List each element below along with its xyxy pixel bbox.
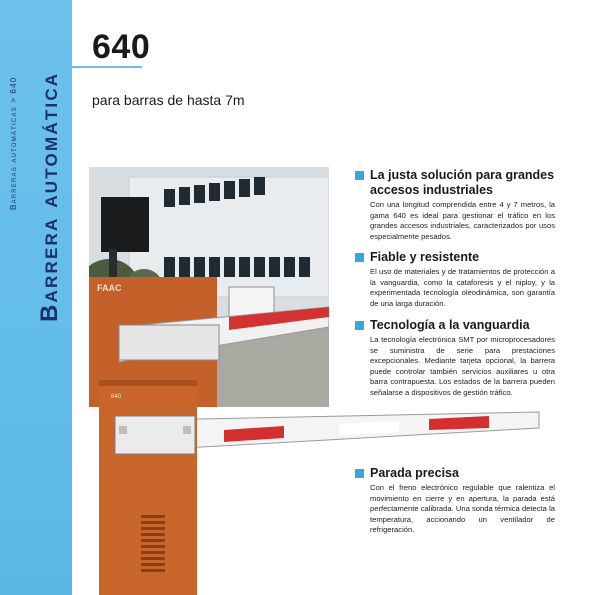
bullet-icon bbox=[355, 171, 364, 180]
bullet-icon bbox=[355, 469, 364, 478]
brand-logo: FAAC bbox=[97, 283, 122, 293]
section-heading: Tecnología a la vanguardia bbox=[370, 318, 530, 332]
section-heading: Fiable y resistente bbox=[370, 250, 480, 264]
section-body: Con una longitud comprendida entre 4 y 7 metros, la gama 640 es ideal para gestionar el tráfico en los grandes accesos industriales, caracterizados por usos especialmente pesados. bbox=[370, 200, 555, 241]
bullet-icon bbox=[355, 253, 364, 262]
product-photo bbox=[89, 167, 329, 407]
section-heading: Parada precisa bbox=[370, 466, 459, 480]
section-body: Con el freno electrónico regulable que ralentiza el movimiento en cierre y en apertura, la parada está perfectamente calibrada. Una sonda térmica detecta la temperatura, accionando un ventilador de refrigeración. bbox=[370, 483, 555, 535]
section-body: La tecnología electrónica SMT por microprocesadores se suministra de serie para prestaciones excepcionales. Mediante tarjeta opcional, la barrera puede controlar también servicios auxiliares u otra barra contrapuesta. Los estados de la barrera pueden señalarse a dispositivos de gestión tráfico. bbox=[370, 335, 555, 397]
page-title: 640 bbox=[92, 28, 151, 66]
sidebar-band bbox=[0, 0, 72, 595]
title-underline bbox=[72, 66, 142, 68]
model-tag: 640 bbox=[111, 394, 122, 400]
sidebar-section-title: Barrera automática bbox=[36, 71, 63, 322]
section-body: El uso de materiales y de tratamientos de protección a la vanguardia, como la cataforesis y el niploy, y la experimentada tecnología oleodinámica, son garantía de una larga duración. bbox=[370, 267, 555, 308]
section-heading: La justa solución para grandes accesos industriales bbox=[370, 168, 555, 197]
section-technology bbox=[355, 318, 555, 399]
section-reliable bbox=[355, 250, 555, 309]
bullet-icon bbox=[355, 321, 364, 330]
page-subtitle: para barras de hasta 7m bbox=[92, 92, 245, 108]
section-stop bbox=[355, 466, 555, 536]
section-solution bbox=[355, 168, 555, 242]
sidebar-breadcrumb: Barreras automáticas > 640 bbox=[9, 76, 18, 210]
